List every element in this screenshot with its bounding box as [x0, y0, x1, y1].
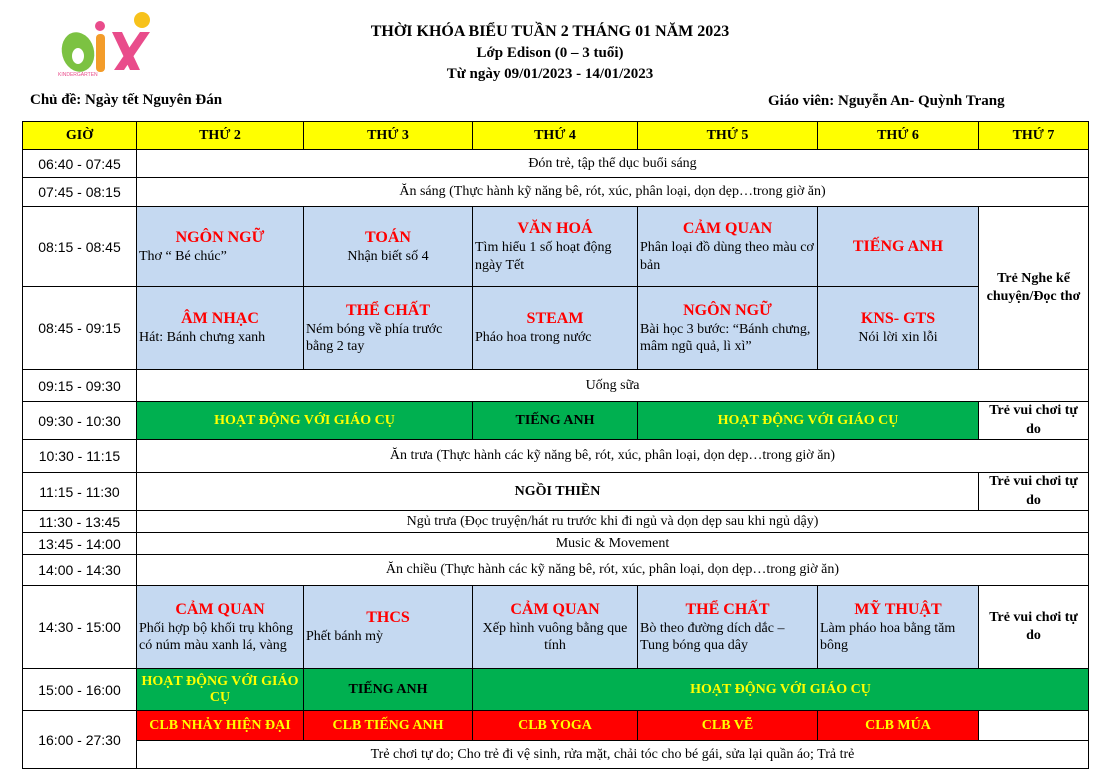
subject-label: ÂM NHẠC	[181, 310, 259, 328]
col-header-time: GIỜ	[23, 122, 137, 150]
saturday-cell: Trẻ Nghe kể chuyện/Đọc thơ	[979, 207, 1089, 370]
subject-label: THỂ CHẤT	[345, 301, 430, 319]
time-cell: 13:45 - 14:00	[23, 533, 137, 555]
time-cell: 06:40 - 07:45	[23, 150, 137, 178]
subject-label: STEAM	[526, 310, 584, 328]
time-cell: 07:45 - 08:15	[23, 178, 137, 207]
lesson-detail: Tìm hiểu 1 số hoạt động ngày Tết	[475, 240, 612, 273]
date-range: Từ ngày 09/01/2023 - 14/01/2023	[446, 66, 654, 82]
club-cell: CLB YOGA	[473, 711, 638, 741]
subject-label: VĂN HOÁ	[517, 220, 593, 237]
lesson-cell	[818, 207, 979, 287]
col-header-thu: THỨ 5	[638, 122, 818, 150]
club-cell: CLB NHẢY HIỆN ĐẠI	[137, 711, 304, 741]
table-row	[23, 178, 1089, 207]
lesson-cell	[137, 586, 304, 669]
col-header-wed: THỨ 4	[473, 122, 638, 150]
lesson-detail: Bài học 3 bước: “Bánh chưng, mâm ngũ quả, lì xì”	[640, 321, 811, 354]
activity-cell: Uống sữa	[137, 370, 1089, 402]
lesson-detail: Bò theo đường dích dắc – Tung bóng qua dây	[640, 620, 785, 653]
lesson-cell	[137, 287, 304, 370]
activity-cell: NGỒI THIỀN	[137, 473, 979, 511]
table-row	[23, 473, 1089, 511]
col-header-sat: THỨ 7	[979, 122, 1089, 150]
table-row	[23, 150, 1089, 178]
lesson-detail: Hát: Bánh chưng xanh	[139, 330, 266, 346]
time-cell: 08:15 - 08:45	[23, 207, 137, 287]
lesson-detail: Thơ “ Bé chúc”	[139, 248, 227, 264]
teacher-label: Giáo viên: Nguyễn An- Quỳnh Trang	[768, 93, 1005, 109]
col-header-fri: THỨ 6	[818, 122, 979, 150]
subject-label: KNS- GTS	[860, 310, 936, 328]
lesson-cell	[638, 586, 818, 669]
activity-cell: Music & Movement	[137, 533, 1089, 555]
activity-cell: Ăn chiều (Thực hành các kỹ năng bê, rót, xúc, phân loại, dọn dẹp…trong giờ ăn)	[137, 555, 1089, 586]
time-cell: 11:15 - 11:30	[23, 473, 137, 511]
subject-label: MỸ THUẬT	[854, 600, 942, 618]
lesson-detail: Pháo hoa trong nước	[475, 330, 592, 346]
timetable	[22, 121, 1089, 769]
subject-label: NGÔN NGỮ	[683, 301, 772, 319]
time-cell: 11:30 - 13:45	[23, 511, 137, 533]
lesson-detail: Nhận biết số 4	[347, 248, 429, 264]
lesson-cell	[818, 586, 979, 669]
table-row	[23, 511, 1089, 533]
table-row	[23, 440, 1089, 473]
table-row	[23, 669, 1089, 711]
subject-label: CẢM QUAN	[510, 600, 600, 618]
subject-label: NGÔN NGỮ	[175, 228, 265, 246]
logo-subtext: KINDERGARTEN	[58, 72, 98, 78]
club-cell: CLB VẼ	[638, 711, 818, 741]
activity-cell: HOẠT ĐỘNG VỚI GIÁO CỤ	[638, 402, 979, 440]
activity-cell: Ăn sáng (Thực hành kỹ năng bê, rót, xúc, phân loại, dọn dẹp…trong giờ ăn)	[137, 178, 1089, 207]
page-title: THỜI KHÓA BIỂU TUẦN 2 THÁNG 01 NĂM 2023	[370, 23, 730, 40]
time-cell: 14:00 - 14:30	[23, 555, 137, 586]
lesson-cell	[304, 586, 473, 669]
subject-label: CẢM QUAN	[682, 220, 773, 237]
class-name: Lớp Edison (0 – 3 tuổi)	[476, 45, 624, 61]
activity-cell: HOẠT ĐỘNG VỚI GIÁO CỤ	[473, 669, 1089, 711]
saturday-cell: Trẻ vui chơi tự do	[979, 586, 1089, 669]
subject-label: TIẾNG ANH	[852, 237, 944, 255]
lesson-detail: Ném bóng về phía trước bằng 2 tay	[306, 321, 443, 354]
activity-cell: TIẾNG ANH	[304, 669, 473, 711]
topic-label: Chủ đề: Ngày tết Nguyên Đán	[30, 92, 223, 108]
table-row	[23, 287, 1089, 370]
lesson-cell	[638, 287, 818, 370]
table-row	[23, 741, 1089, 769]
col-header-tue: THỨ 3	[304, 122, 473, 150]
club-cell: CLB MÚA	[818, 711, 979, 741]
activity-cell: HOẠT ĐỘNG VỚI GIÁO CỤ	[137, 669, 304, 711]
activity-cell: Ăn trưa (Thực hành các kỹ năng bê, rót, xúc, phân loại, dọn dẹp…trong giờ ăn)	[137, 440, 1089, 473]
table-row	[23, 555, 1089, 586]
activity-cell: TIẾNG ANH	[473, 402, 638, 440]
table-row	[23, 402, 1089, 440]
saturday-cell: Trẻ vui chơi tự do	[979, 402, 1089, 440]
table-row	[23, 207, 1089, 287]
time-cell: 10:30 - 11:15	[23, 440, 137, 473]
saturday-cell: Trẻ vui chơi tự do	[979, 473, 1089, 511]
lesson-cell	[473, 207, 638, 287]
lesson-detail: Phối hợp bộ khối trụ không có núm màu xanh lá, vàng	[139, 620, 294, 653]
kindergarten-logo	[50, 10, 160, 80]
table-row	[23, 711, 1089, 741]
lesson-cell	[304, 207, 473, 287]
table-row	[23, 370, 1089, 402]
table-row	[23, 533, 1089, 555]
lesson-cell	[473, 586, 638, 669]
subject-label: THỂ CHẤT	[685, 600, 770, 618]
club-cell: CLB TIẾNG ANH	[304, 711, 473, 741]
time-cell: 08:45 - 09:15	[23, 287, 137, 370]
lesson-detail: Nói lời xin lỗi	[858, 330, 938, 346]
subject-label: TOÁN	[365, 228, 411, 246]
header-row	[23, 122, 1089, 150]
lesson-cell	[638, 207, 818, 287]
col-header-mon: THỨ 2	[137, 122, 304, 150]
subject-label: CẢM QUAN	[175, 600, 265, 618]
table-row	[23, 586, 1089, 669]
lesson-detail: Phết bánh mỳ	[306, 629, 383, 645]
lesson-cell	[304, 287, 473, 370]
time-cell: 09:30 - 10:30	[23, 402, 137, 440]
empty-cell	[979, 711, 1089, 741]
lesson-detail: Xếp hình vuông bằng que tính	[482, 620, 628, 653]
time-cell: 14:30 - 15:00	[23, 586, 137, 669]
activity-cell: HOẠT ĐỘNG VỚI GIÁO CỤ	[137, 402, 473, 440]
time-cell: 09:15 - 09:30	[23, 370, 137, 402]
lesson-detail: Phân loại đồ dùng theo màu cơ bản	[640, 240, 814, 273]
lesson-cell	[473, 287, 638, 370]
subject-label: THCS	[366, 609, 410, 627]
activity-cell: Đón trẻ, tập thể dục buổi sáng	[137, 150, 1089, 178]
activity-cell: Trẻ chơi tự do; Cho trẻ đi vệ sinh, rửa mặt, chải tóc cho bé gái, sửa lại quần áo; Trả trẻ	[137, 741, 1089, 769]
activity-cell: Ngủ trưa (Đọc truyện/hát ru trước khi đi ngủ và dọn dẹp sau khi ngủ dậy)	[137, 511, 1089, 533]
lesson-detail: Làm pháo hoa bằng tăm bông	[820, 620, 956, 653]
lesson-cell	[818, 287, 979, 370]
time-cell: 15:00 - 16:00	[23, 669, 137, 711]
time-cell: 16:00 - 27:30	[23, 711, 137, 769]
lesson-cell	[137, 207, 304, 287]
